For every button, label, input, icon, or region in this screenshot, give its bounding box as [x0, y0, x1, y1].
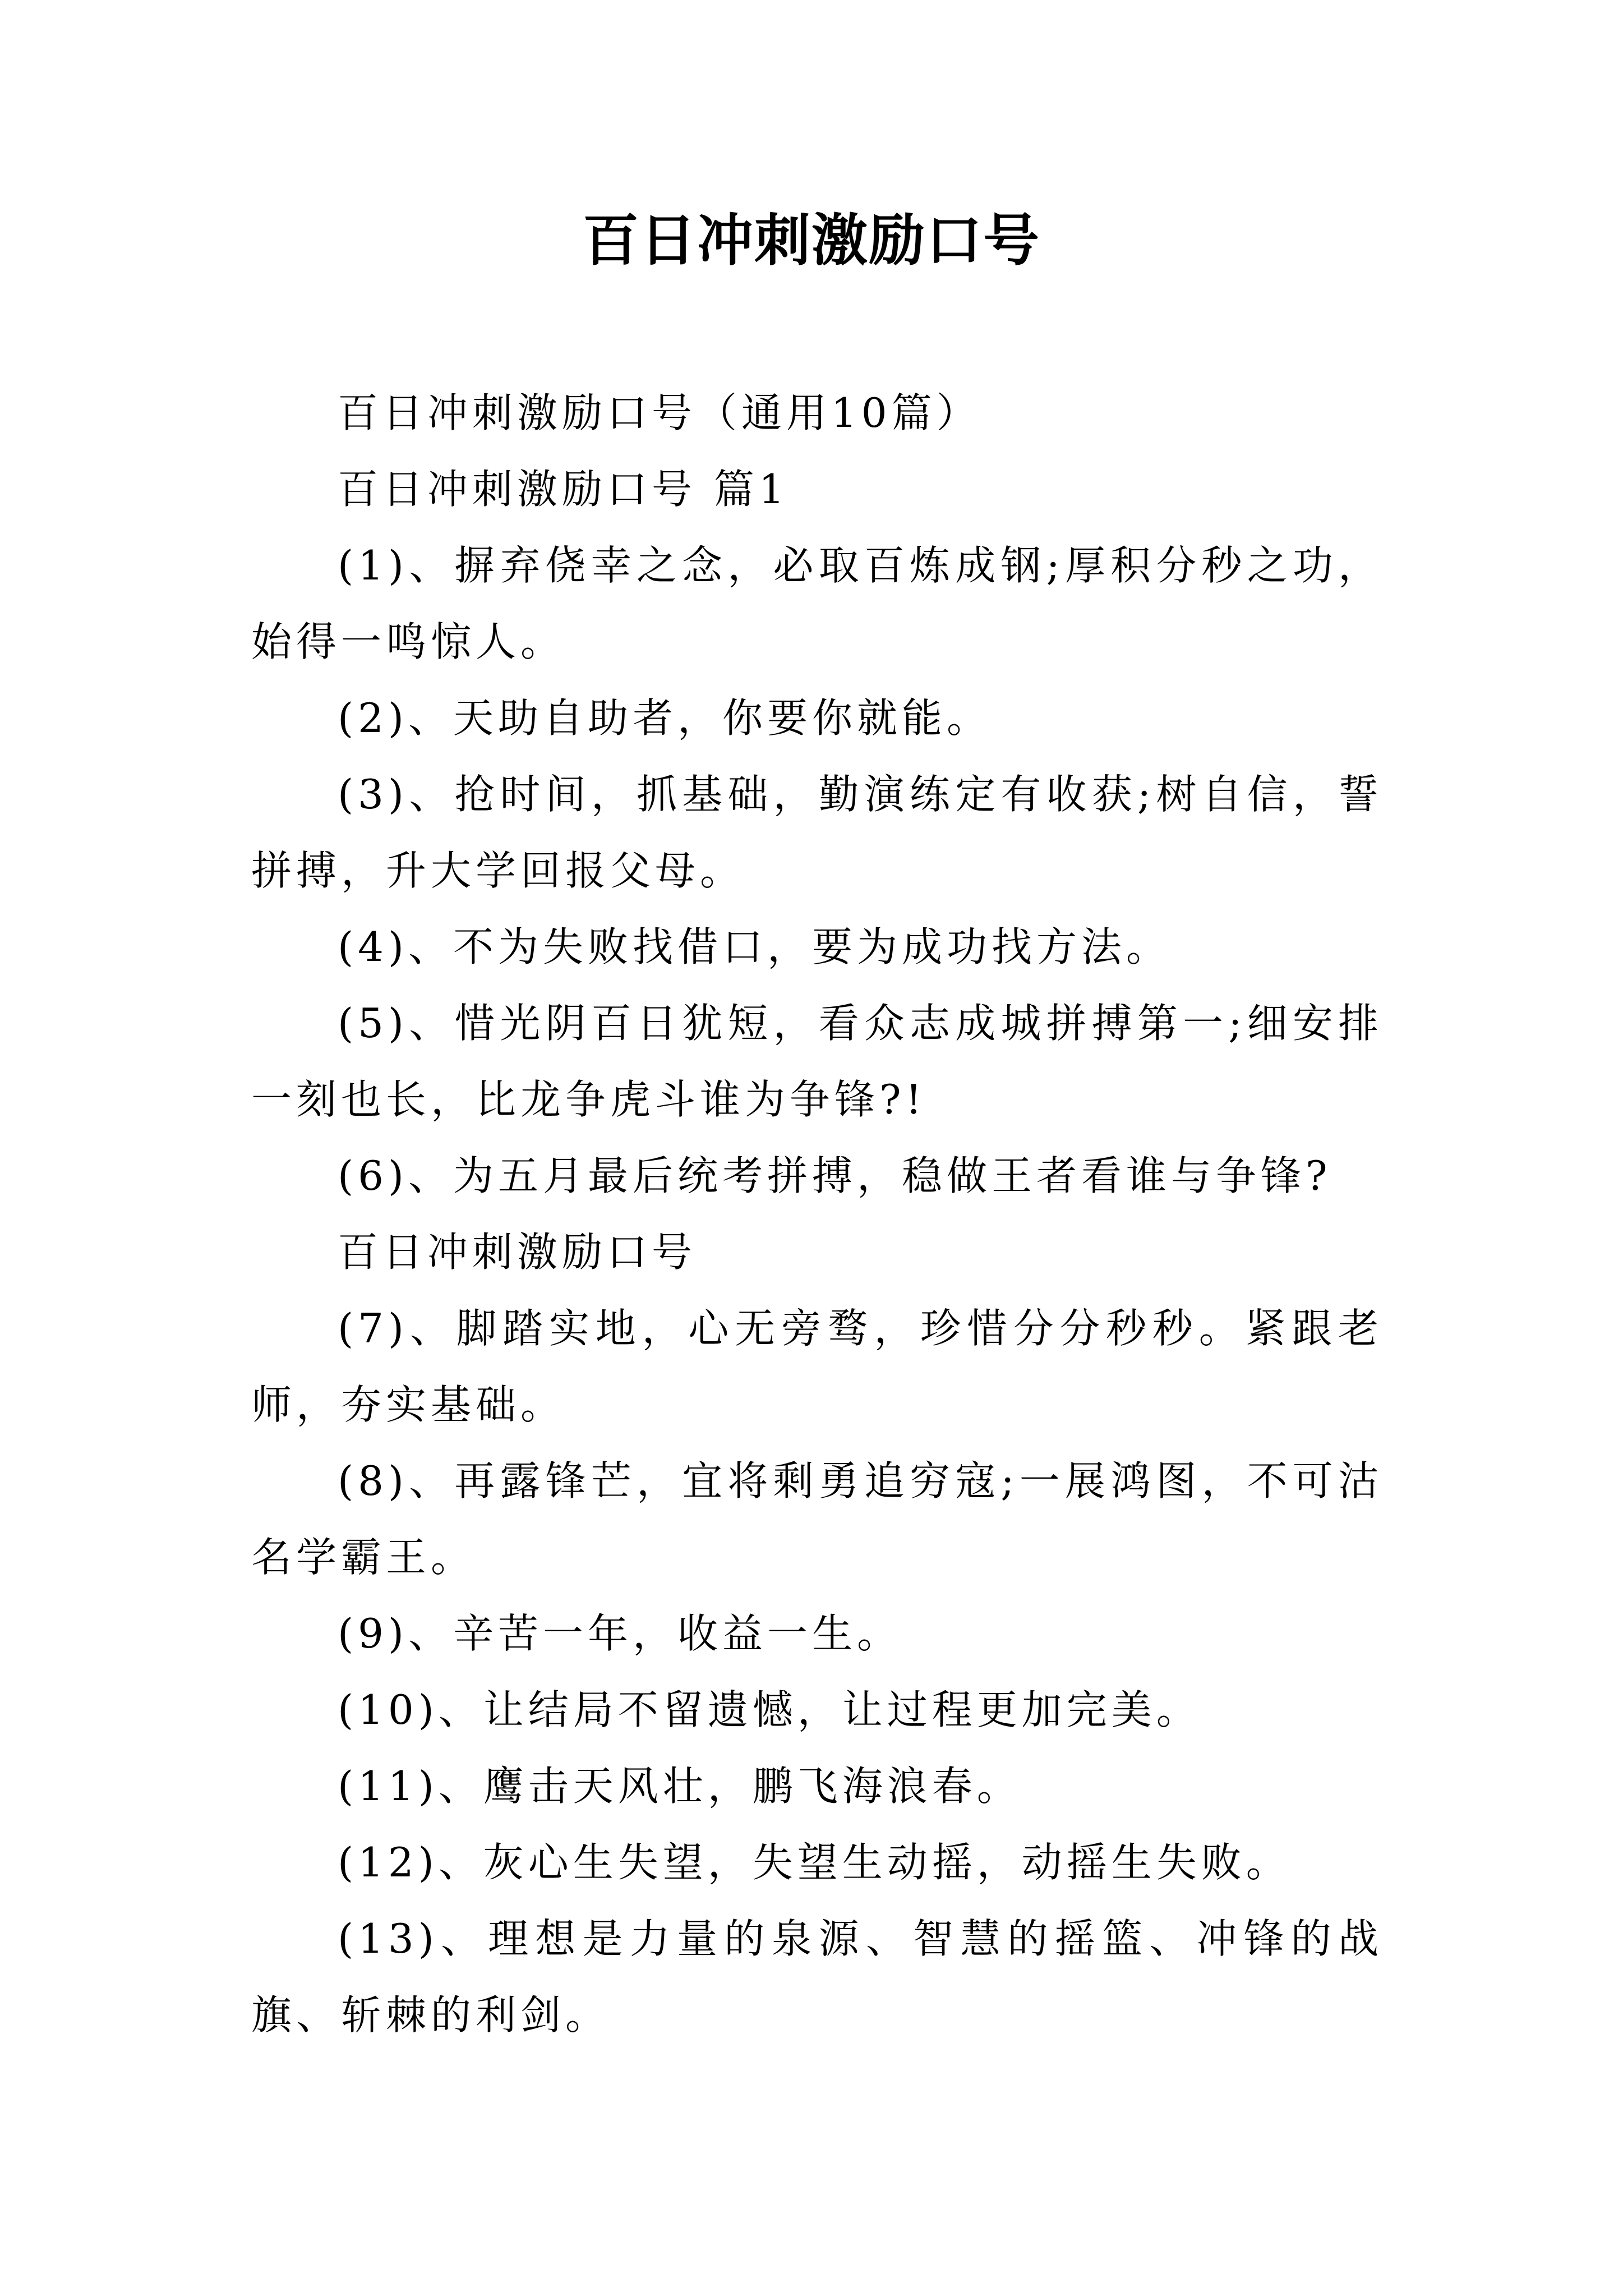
subtitle-paragraph: 百日冲刺激励口号（通用10篇）: [338, 389, 981, 436]
slogan-paragraph: (4)、不为失败找借口，要为成功找方法。: [338, 923, 1171, 970]
slogan-paragraph: (5)、惜光阴百日犹短，看众志成城拼搏第一;细安排一刻也长，比龙争虎斗谁为争锋?!: [251, 1000, 1383, 1123]
section-heading: 百日冲刺激励口号 篇1: [338, 466, 789, 513]
slogan-paragraph: (1)、摒弃侥幸之念，必取百炼成钢;厚积分秒之功，始得一鸣惊人。: [251, 542, 1383, 665]
slogan-paragraph: (13)、理想是力量的泉源、智慧的摇篮、冲锋的战旗、斩棘的利剑。: [251, 1915, 1383, 2039]
slogan-paragraph: (8)、再露锋芒，宜将剩勇追穷寇;一展鸿图，不可沽名学霸王。: [251, 1457, 1383, 1581]
slogan-paragraph: (2)、天助自助者，你要你就能。: [338, 694, 992, 742]
slogan-paragraph: (6)、为五月最后统考拼搏，稳做王者看谁与争锋?: [338, 1152, 1332, 1199]
slogan-paragraph: (11)、鹰击天风壮，鹏飞海浪春。: [338, 1763, 1022, 1810]
slogan-paragraph: (12)、灰心生失望，失望生动摇，动摇生失败。: [338, 1839, 1291, 1886]
section-heading: 百日冲刺激励口号: [338, 1228, 697, 1276]
slogan-paragraph: (7)、脚踏实地，心无旁骛，珍惜分分秒秒。紧跟老师，夯实基础。: [251, 1305, 1383, 1428]
slogan-paragraph: (10)、让结局不留遗憾，让过程更加完美。: [338, 1686, 1201, 1733]
document-title: 百日冲刺激励口号: [583, 207, 1040, 273]
slogan-paragraph: (9)、辛苦一年，收益一生。: [338, 1610, 902, 1657]
slogan-paragraph: (3)、抢时间，抓基础，勤演练定有收获;树自信，誓拼搏，升大学回报父母。: [251, 771, 1383, 894]
document-body: [251, 375, 1383, 2053]
